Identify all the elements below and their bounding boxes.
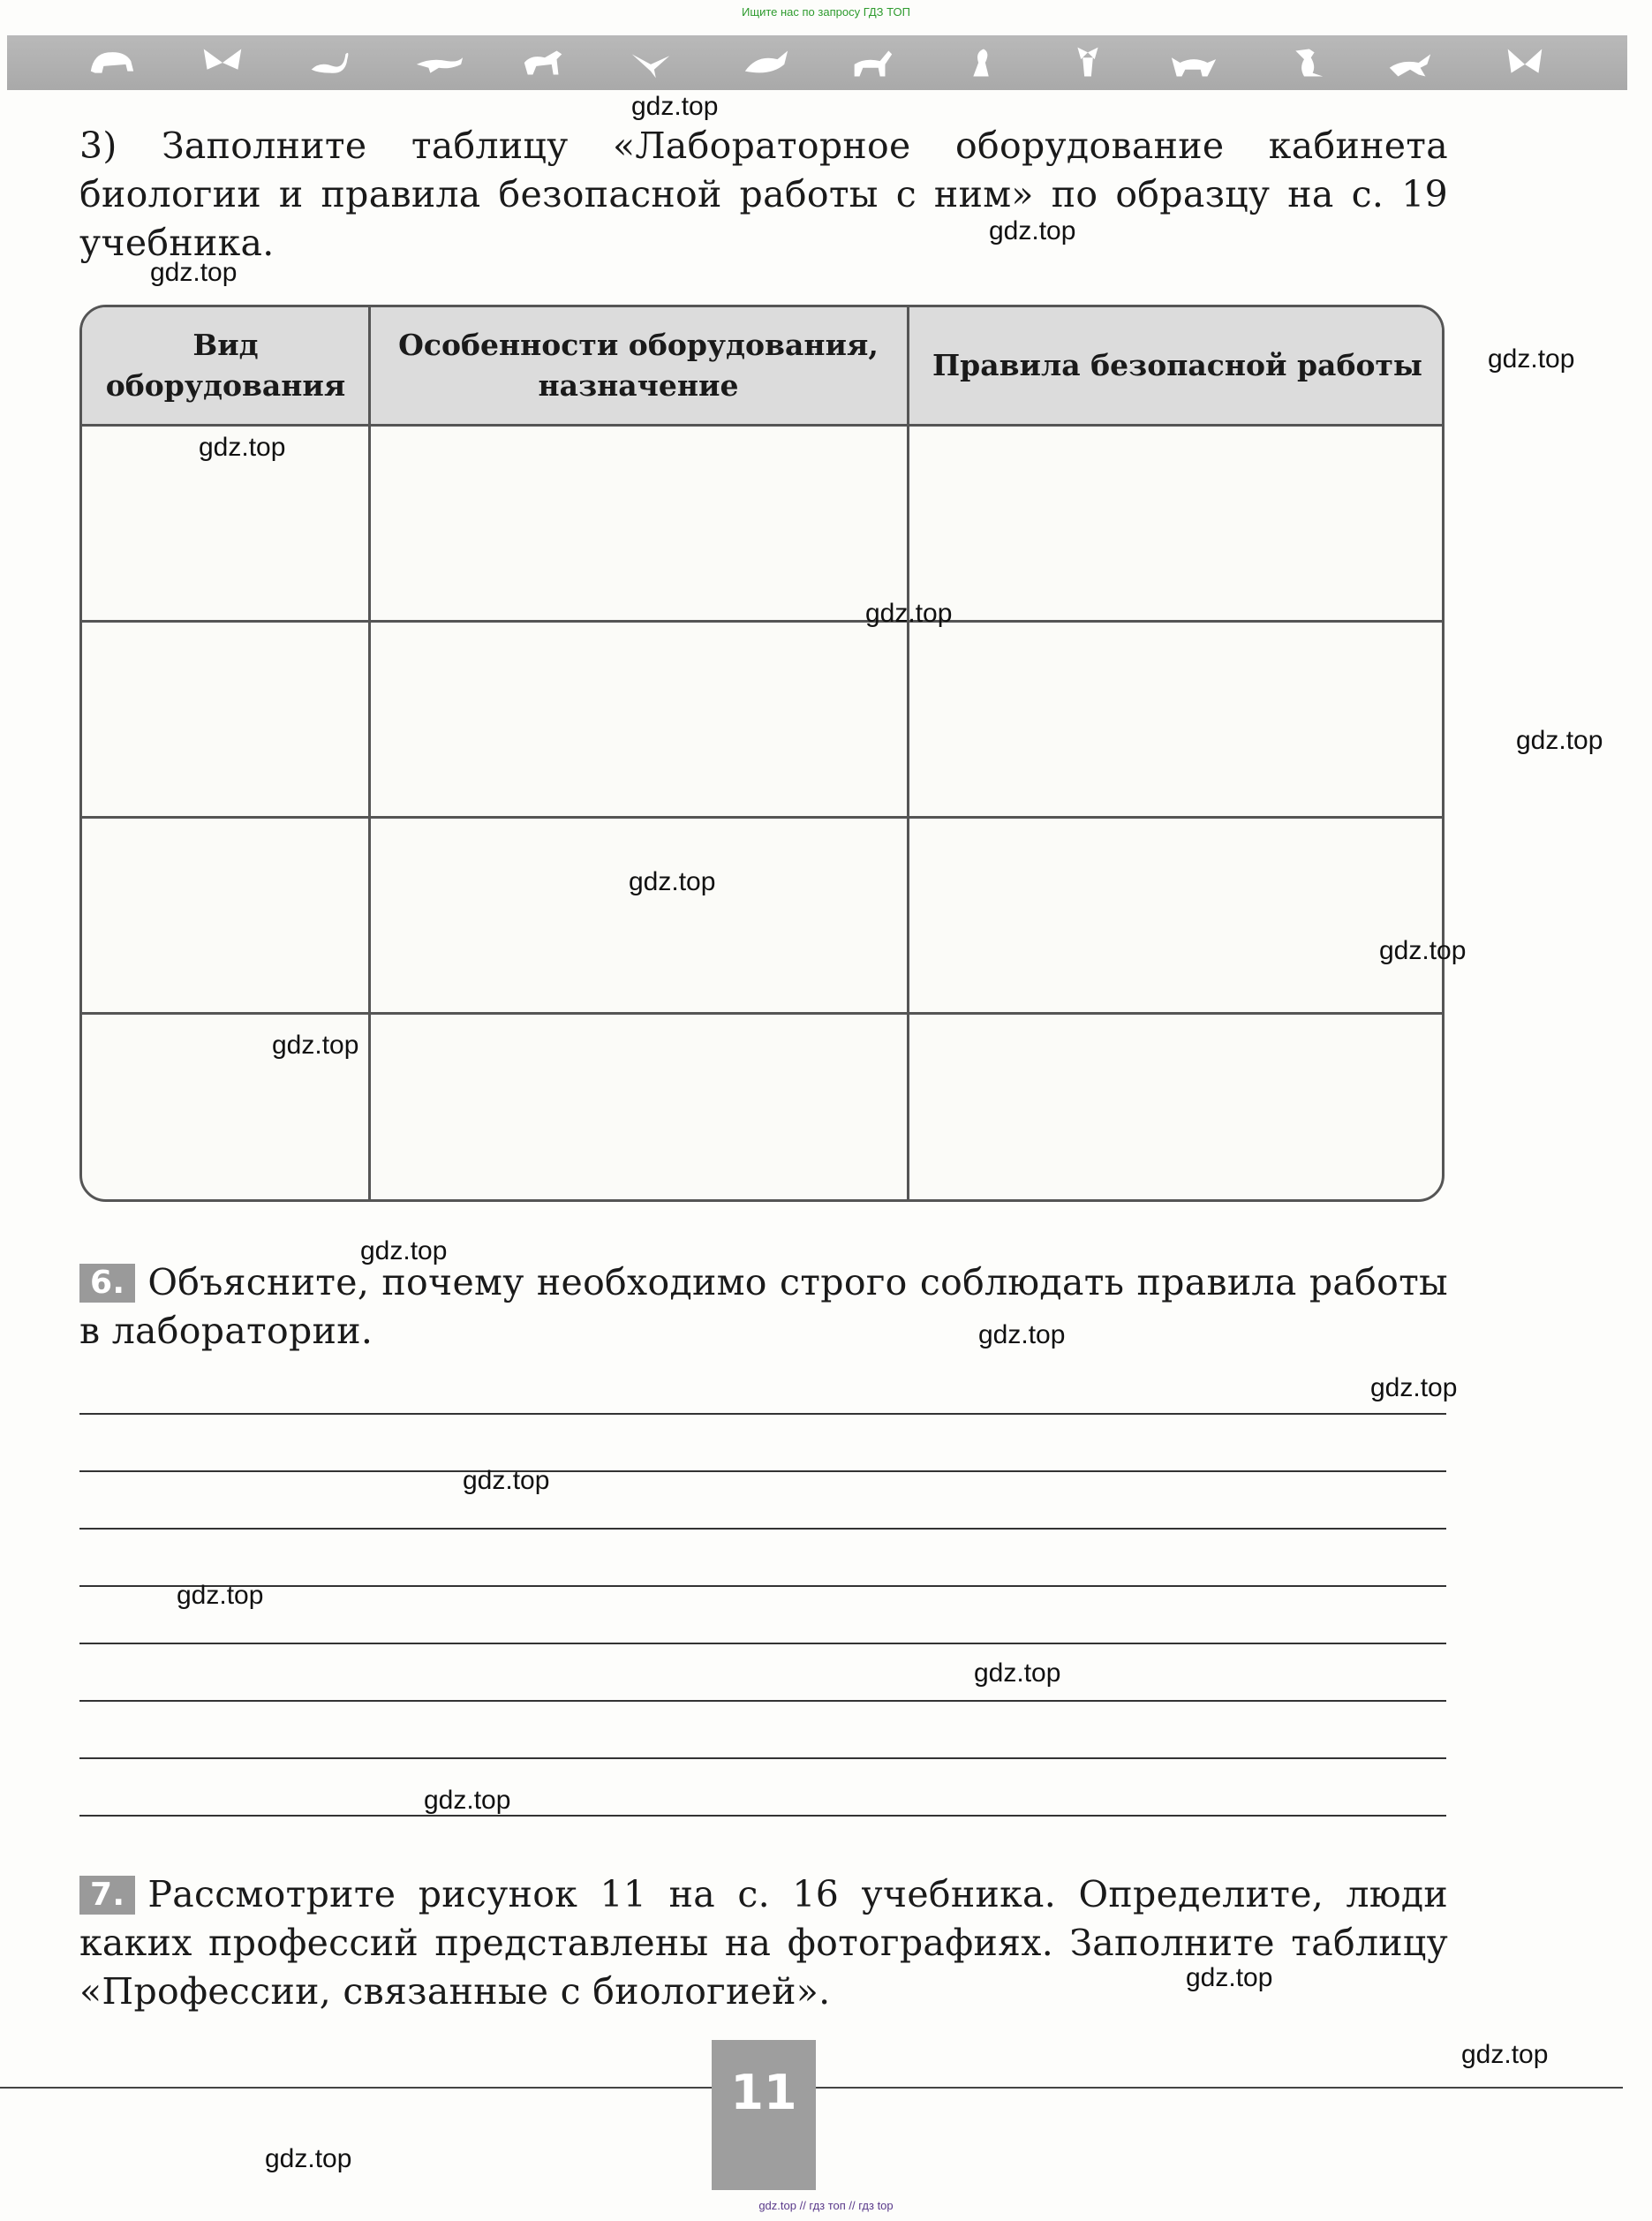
table-cell[interactable] (909, 427, 1445, 620)
lizard-icon (413, 44, 464, 81)
task7-text: Рассмотрите рисунок 11 на с. 16 учебника. Определите, люди каких профессий представлены на фотографиях. Заполните таблицу «Профессии, связанные с биологией». (79, 1873, 1448, 2013)
watermark: gdz.top (360, 1236, 448, 1265)
answer-line[interactable] (79, 1643, 1446, 1644)
bee-icon (1062, 44, 1113, 81)
moth-icon (1499, 44, 1550, 81)
header-equipment-type: Вид оборудования (105, 328, 346, 403)
watermark: gdz.top (989, 216, 1076, 246)
bird-icon (956, 44, 1007, 81)
answer-line[interactable] (79, 1700, 1446, 1702)
antelope-icon (1384, 44, 1436, 81)
fish-icon (740, 44, 791, 81)
horse-icon (519, 44, 570, 81)
task7-block (79, 1870, 1448, 2016)
watermark: gdz.top (1461, 2040, 1549, 2069)
answer-line[interactable] (79, 1470, 1446, 1472)
answer-line[interactable] (79, 1413, 1446, 1415)
watermark: gdz.top (272, 1031, 359, 1060)
watermark: gdz.top (629, 867, 716, 896)
table-cell[interactable] (909, 623, 1445, 816)
watermark: gdz.top (463, 1466, 550, 1495)
watermark: gdz.top (1186, 1963, 1273, 1992)
task6-block (79, 1258, 1448, 1356)
header-equipment-features: Особенности оборудования, назначение (398, 328, 879, 403)
heron-icon (625, 44, 676, 81)
answer-line[interactable] (79, 1585, 1446, 1587)
watermark: gdz.top (631, 92, 719, 121)
watermark: gdz.top (265, 2144, 352, 2173)
watermark: gdz.top (978, 1320, 1066, 1349)
table-cell[interactable] (82, 623, 368, 816)
watermark: gdz.top (1370, 1373, 1458, 1402)
task6-number: 6. (79, 1264, 135, 1303)
table-cell[interactable] (82, 819, 368, 1012)
watermark: gdz.top (177, 1581, 264, 1610)
task6-text: Объясните, почему необходимо строго соблюдать правила работы в лаборатории. (79, 1261, 1448, 1352)
table-cell[interactable] (909, 819, 1445, 1012)
answer-line[interactable] (79, 1528, 1446, 1530)
footer-link[interactable]: gdz.top // гдз топ // гдз top (758, 2199, 894, 2212)
watermark: gdz.top (150, 258, 238, 287)
answer-line[interactable] (79, 1757, 1446, 1759)
deer-icon (846, 44, 897, 81)
table-header (82, 307, 1442, 427)
bull-icon (1168, 44, 1219, 81)
watermark: gdz.top (1516, 726, 1603, 755)
watermark: gdz.top (199, 433, 286, 462)
table-cell[interactable] (909, 1015, 1445, 1200)
page-number: 11 (712, 2040, 816, 2190)
butterfly-icon (197, 44, 248, 81)
table-cell[interactable] (371, 1015, 907, 1200)
task3-text: 3) Заполните таблицу «Лабораторное оборудование кабинета биологии и правила безопасной работы с ним» по образцу на с. 19 учебника. (79, 125, 1448, 264)
bison-icon (87, 44, 138, 81)
search-hint: Ищите нас по запросу ГДЗ ТОП (742, 5, 910, 19)
table-cell[interactable] (371, 819, 907, 1012)
watermark: gdz.top (865, 599, 953, 628)
kangaroo-icon (1279, 44, 1330, 81)
scorpion-icon (303, 44, 354, 81)
task7-number: 7. (79, 1876, 135, 1915)
header-safety-rules: Правила безопасной работы (932, 348, 1422, 382)
answer-line[interactable] (79, 1815, 1446, 1817)
watermark: gdz.top (1488, 344, 1575, 374)
table-cell[interactable] (371, 623, 907, 816)
table-cell[interactable] (371, 427, 907, 620)
watermark: gdz.top (1379, 936, 1467, 965)
watermark: gdz.top (424, 1786, 511, 1815)
watermark: gdz.top (974, 1658, 1061, 1688)
animal-banner (7, 35, 1627, 90)
